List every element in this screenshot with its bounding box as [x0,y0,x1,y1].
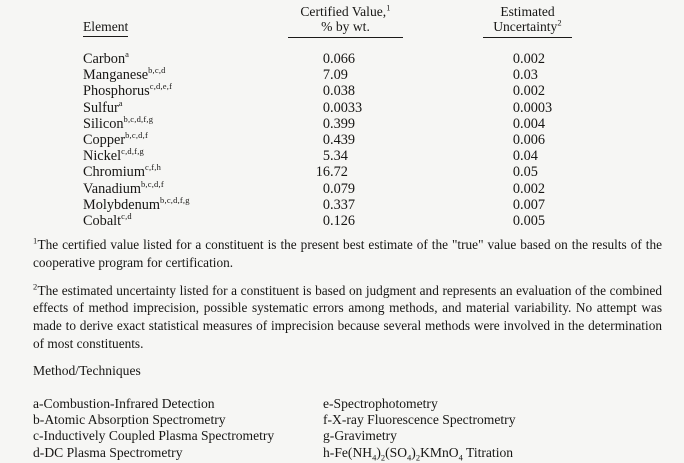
certified-value-header-line1: Certified Value,$^1$ [300,2,391,19]
method-item-h: $h-Fe(NH_4)_2(SO_4)_2KMnO_4$ Titration [323,444,514,463]
table-row [0,164,684,180]
footnote-certified-value: $^1$The certified value listed for a constituent is the present best estimate of the "true" value based on the results of the cooperative program for certification. [33,235,662,270]
method-item-a: a-Combustion-Infrared Detection [33,396,215,411]
uncertainty-value: 0 .006 [512,131,546,148]
certified-value: 0 .038 [322,83,356,100]
certified-value: 0 .079 [322,180,356,197]
method-item-b: b-Atomic Absorption Spectrometry [33,412,226,428]
table-row [0,148,684,164]
table-row [0,67,684,83]
element-name: Nickel$^{c,d,f,g}$ [83,146,144,165]
certified-value: 0 .126 [322,212,356,229]
certified-value: 16 .72 [315,164,348,181]
element-name: Carbon$^a$ [83,49,130,67]
uncertainty-value: 0 .04 [512,148,538,165]
element-name: Cobalt$^{c,d}$ [83,211,132,229]
uncertainty-value: 0 .0003 [512,99,553,116]
table-row [0,178,684,197]
certified-value: 0 .337 [322,196,356,213]
certified-values-table [0,51,684,229]
element-name: Phosphorus$^{c,d,e,f}$ [83,81,173,100]
uncertainty-value: 0 .002 [512,180,546,197]
certified-value: 7 .09 [322,67,348,84]
method-item-e: e-Spectrophotometry [323,396,438,411]
footnote-estimated-uncertainty: $^2$The estimated uncertainty listed for a constituent is based on judgment and represents an evaluation of the combined effects of method imprecision, possible systematic errors among methods, and material variability. No attempt was made to derive exact statistical measures of imprecision because several methods were involved in the determination of most constituents. [33,281,662,351]
uncertainty-header-line2: Uncertainty$^2$ [493,17,562,34]
element-name: Molybdenum$^{b,c,d,f,g}$ [83,194,190,213]
methods-heading: Method/Techniques [33,363,141,378]
uncertainty-value: 0 .05 [512,164,538,181]
table-row [0,51,684,67]
element-name: Vanadium$^{b,c,d,f}$ [83,178,164,197]
uncertainty-value: 0 .03 [512,67,538,84]
uncertainty-value: 0 .002 [512,83,546,100]
method-item-f: f-X-ray Fluorescence Spectrometry [323,412,516,428]
element-name: Chromium$^{c,f,h}$ [83,162,162,181]
table-row [0,113,684,132]
uncertainty-value: 0 .005 [512,212,546,229]
table-row [0,194,684,213]
table-row [0,213,684,229]
methods-list-left [33,396,274,461]
certified-value: 0 .399 [322,115,356,132]
certified-value-header-line2: % by wt. [321,19,370,34]
table-row [0,83,684,99]
method-item-g: g-Gravimetry [323,428,397,444]
footnotes-section [33,236,662,363]
element-column-header: Element [83,19,128,37]
certified-value: 0 .0033 [322,99,363,116]
certified-value: 0 .439 [322,131,356,148]
uncertainty-value: 0 .007 [512,196,546,213]
method-item-c: c-Inductively Coupled Plasma Spectrometry [33,428,275,444]
element-name: Silicon$^{b,c,d,f,g}$ [83,113,154,132]
certified-value-column-header [288,4,403,38]
certified-value: 0 .066 [322,51,356,67]
element-name: Copper$^{b,c,d,f}$ [83,130,148,148]
methods-list-right [323,396,516,461]
method-item-d: d-DC Plasma Spectrometry [33,444,183,460]
element-name: Sulfur$^a$ [83,97,123,116]
uncertainty-value: 0 .004 [512,115,546,132]
certified-value: 5 .34 [322,148,348,165]
uncertainty-column-header [483,4,572,38]
uncertainty-value: 0 .002 [512,51,546,67]
element-name: Manganese$^{b,c,d}$ [83,65,166,84]
table-row [0,132,684,148]
uncertainty-header-line1: Estimated [500,4,555,19]
table-row [0,97,684,116]
